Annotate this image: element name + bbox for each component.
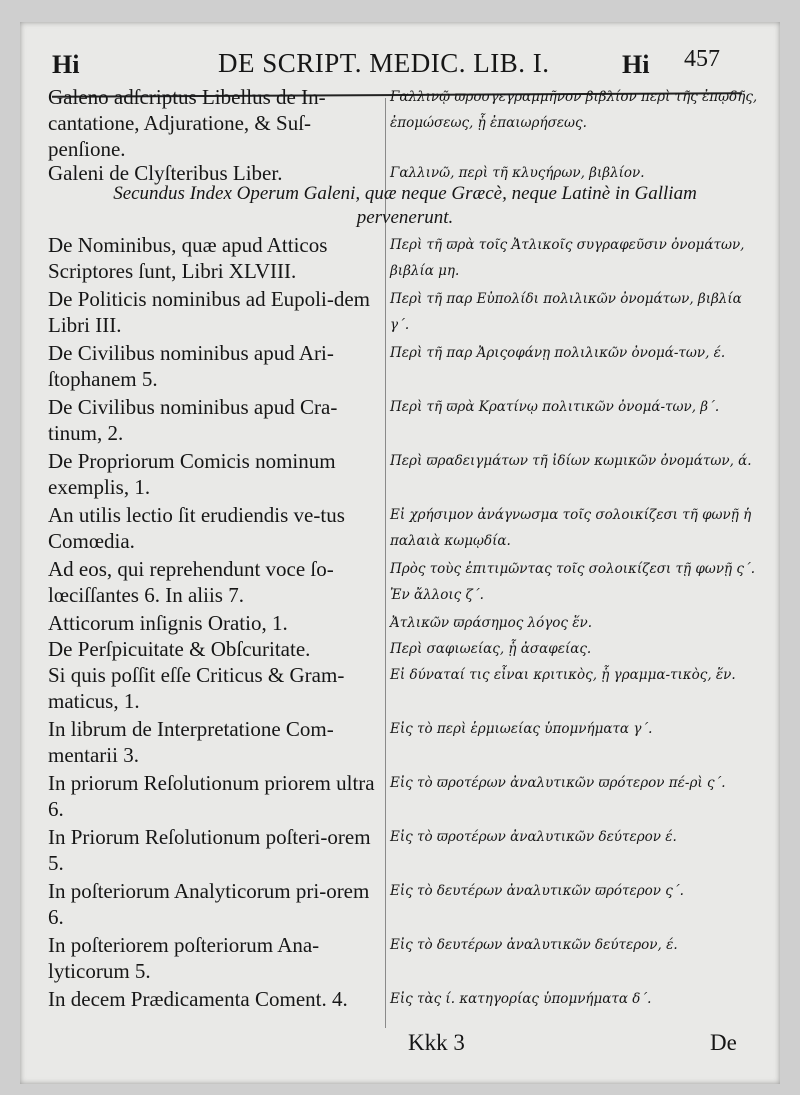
signature-mark: Kkk 3 bbox=[408, 1030, 465, 1055]
signature-mark-right: Hi bbox=[622, 50, 650, 79]
latin-title: De Civilibus nominibus apud Cra-tinum, 2. bbox=[48, 395, 338, 445]
greek-title: Εἰς τὸ ϖροτέρων ἀναλυτικῶν δεύτερον έ. bbox=[390, 829, 677, 845]
greek-title: Εἰς τὸ δευτέρων ἀναλυτικῶν δεύτερον, έ. bbox=[390, 937, 678, 953]
latin-title: In poſteriorum Analyticorum pri-orem 6. bbox=[48, 879, 370, 929]
page-number: 457 bbox=[684, 46, 720, 72]
latin-title: In priorum Reſolutionum priorem ultra 6. bbox=[48, 771, 375, 821]
latin-title: In decem Prædicamenta Coment. 4. bbox=[48, 987, 348, 1011]
greek-title: Περὶ τῆ παρ Ἀριςοφάνῃ πολιλικῶν ὀνομά-των, έ. bbox=[390, 345, 726, 361]
latin-title: In poſteriorem poſteriorum Ana-lyticorum 5. bbox=[48, 933, 320, 983]
greek-title: Εἰς τὸ δευτέρων ἀναλυτικῶν ϖρότερον ς΄. bbox=[390, 883, 684, 899]
greek-title: Περὶ σαφιωείας, ᾗ ἀσαφείας. bbox=[390, 641, 592, 657]
latin-title: Galeni de Clyſteribus Liber. bbox=[48, 161, 283, 185]
section-heading: Secundus Index Operum Galeni, quæ neque Græcè, neque Latinè in Galliam pervenerunt. bbox=[113, 183, 697, 228]
greek-title: Εἰ δύναταί τις εἶναι κριτικὸς, ᾗ γραμμα-τικὸς, ἕν. bbox=[390, 667, 736, 683]
page bbox=[20, 22, 780, 1084]
catchword: De bbox=[710, 1030, 737, 1055]
greek-title: Ἀτλικῶν ϖράσημος λόγος ἕν. bbox=[390, 615, 593, 631]
greek-title: Γαλλινῶ, περὶ τῆ κλυςήρων, βιβλίον. bbox=[390, 165, 645, 181]
latin-title: Atticorum inſignis Oratio, 1. bbox=[48, 611, 288, 635]
latin-title: De Perſpicuitate & Obſcuritate. bbox=[48, 637, 311, 661]
latin-title: Si quis poſſit eſſe Criticus & Gram-maticus, 1. bbox=[48, 663, 345, 713]
running-title: DE SCRIPT. MEDIC. LIB. I. bbox=[218, 48, 550, 78]
greek-title: Περὶ τῆ ϖρὰ Κρατίνῳ πολιτικῶν ὀνομά-των, β΄. bbox=[390, 399, 720, 415]
signature-mark-left: Hi bbox=[52, 50, 80, 79]
greek-title: Περὶ τῆ παρ Εὐπολίδι πολιλικῶν ὀνομάτων, βιβλία γ΄. bbox=[390, 291, 742, 333]
latin-title: Ad eos, qui reprehendunt voce ſo-lœciſſantes 6. In aliis 7. bbox=[48, 557, 334, 607]
latin-title: De Nominibus, quæ apud Atticos Scriptores ſunt, Libri XLVIII. bbox=[48, 233, 328, 283]
greek-title: Εἰς τὸ περὶ ἑρμιωείας ὑπομνήματα γ΄. bbox=[390, 721, 653, 737]
greek-title: Εἰ χρήσιμον ἀνάγνωσμα τοῖς σολοικίζεσι τῆ φωνῇ ἡ παλαιὰ κωμῳδία. bbox=[390, 507, 752, 549]
latin-title: De Politicis nominibus ad Eupoli-dem Libri III. bbox=[48, 287, 370, 337]
column-divider bbox=[385, 98, 386, 1028]
greek-title: Πρὸς τοὺς ἐπιτιμῶντας τοῖς σολοικίζεσι τῇ φωνῇ ς΄. Ἐν ἄλλοις ζ΄. bbox=[390, 561, 756, 603]
greek-title: Γαλλινῷ ϖροσγεγραμμῆνον βιβλίον περὶ τῆς ἐπῳδῆς, ἐπομώσεως, ᾗ ἐπαιωρήσεως. bbox=[390, 89, 758, 131]
running-head bbox=[50, 44, 750, 84]
latin-title: An utilis lectio ſit erudiendis ve-tus Comœdia. bbox=[48, 503, 345, 553]
greek-title: Περὶ τῆ ϖρὰ τοῖς Ἀτλικοῖς συγραφεῦσιν ὀνομάτων, βιβλία μη. bbox=[390, 237, 745, 279]
greek-title: Εἰς τὰς ί. κατηγορίας ὑπομνήματα δ΄. bbox=[390, 991, 652, 1007]
latin-title: In librum de Interpretatione Com-mentarii 3. bbox=[48, 717, 334, 767]
latin-title: In Priorum Reſolutionum poſteri-orem 5. bbox=[48, 825, 371, 875]
latin-title: De Propriorum Comicis nominum exemplis, 1. bbox=[48, 449, 336, 499]
greek-title: Περὶ ϖραδειγμάτων τῆ ἰδίων κωμικῶν ὀνομάτων, ά. bbox=[390, 453, 752, 469]
greek-title: Εἰς τὸ ϖροτέρων ἀναλυτικῶν ϖρότερον πέ-ρὶ ς΄. bbox=[390, 775, 726, 791]
latin-title: Galeno adſcriptus Libellus de In-cantatione, Adjuratione, & Suſ-penſione. bbox=[48, 85, 326, 161]
latin-title: De Civilibus nominibus apud Ari-ſtophanem 5. bbox=[48, 341, 334, 391]
